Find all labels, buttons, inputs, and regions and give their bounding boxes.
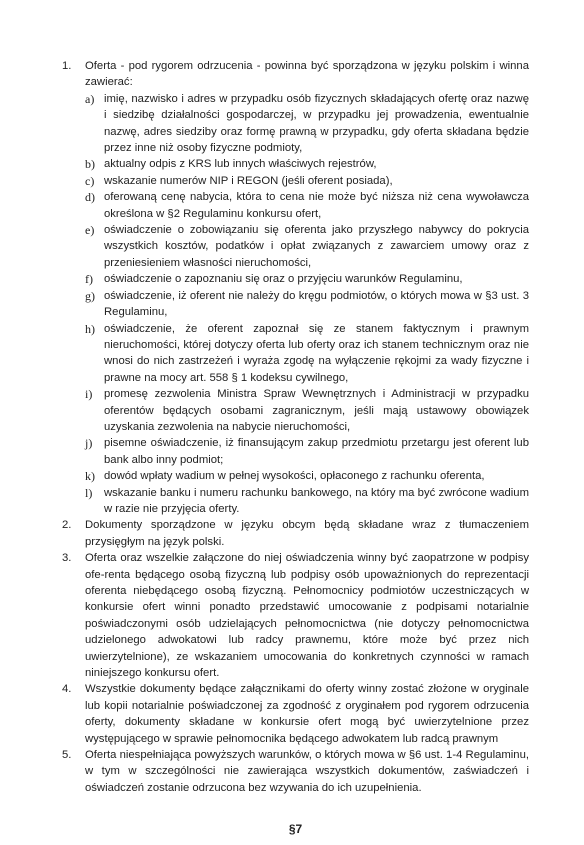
item-text: Oferta oraz wszelkie załączone do niej oświadczenia winny być zaopatrzone w podpisy ofe-renta będącego osobą fizyczną lub podpisy osób upoważnionych do reprezentacji oferenta niebędącego osobą fizyczną. Pełnomocnicy podmiotów uczestniczących w konkursie ofert winni ponadto przedstawić umocowanie z podpisami notarialnie poświadczonymi osób udzielających pełnomocnictwa (nie dotyczy pełnomocnictwa udzielonego adwokatowi lub radcy prawnemu, które może być przez nich uwierzytelnione), ze wskazaniem umocowania do konkretnych czynności w ramach niniejszego konkursu ofert. — [85, 552, 529, 680]
sub-item-letter: l) — [85, 485, 93, 500]
list-item-4 — [62, 681, 529, 747]
sub-item-g — [85, 288, 529, 321]
sub-item-text: wskazanie banku i numeru rachunku bankowego, na który ma być zwrócone wadium w razie nie przyjęcia oferty. — [104, 486, 529, 515]
sub-item-i — [85, 386, 529, 435]
sub-item-h — [85, 321, 529, 387]
sub-item-text: aktualny odpis z KRS lub innych właściwych rejestrów, — [104, 158, 377, 171]
sub-item-letter: a) — [85, 91, 95, 106]
sub-item-letter: e) — [85, 223, 95, 238]
sub-item-d — [85, 189, 529, 222]
sub-item-text: oświadczenie, że oferent zapoznał się ze stanem faktycznym i prawnym nieruchomości, której dotyczy oferta lub oferty oraz ich stanem technicznym oraz nie wnosi do nich zastrzeżeń i wyraża zgodę na wyłączenie rękojmi za wady fizyczne i prawne na mocy art. 558 § 1 kodeksu cywilnego, — [104, 322, 529, 384]
list-item-2 — [62, 517, 529, 550]
sub-item-text: imię, nazwisko i adres w przypadku osób fizycznych składających ofertę oraz nazwę i siedzibę działalności gospodarczej, w przypadku jej prowadzenia, ewentualnie nazwę, adres siedziby oraz formę prawną w przypadku, gdy oferta składana będzie przez inne niż osoby fizyczne podmioty, — [104, 92, 529, 155]
item-number: 3. — [62, 552, 72, 565]
sub-item-letter: d) — [85, 190, 95, 205]
sub-item-c — [85, 173, 529, 189]
sub-item-j — [85, 435, 529, 468]
sub-item-f — [85, 271, 529, 287]
item-text: Oferta niespełniająca powyższych warunków, o których mowa w §6 ust. 1-4 Regulaminu, w tym w szczególności nie zawierająca wszystkich dokumentów, zaświadczeń i oświadczeń zostanie odrzucona bez wzywania do ich uzupełnienia. — [85, 749, 529, 794]
sub-item-text: dowód wpłaty wadium w pełnej wysokości, opłaconego z rachunku oferenta, — [104, 470, 485, 483]
sub-item-letter: h) — [85, 321, 95, 336]
item-number: 1. — [62, 60, 72, 72]
sub-item-letter: b) — [85, 157, 95, 172]
sub-item-text: wskazanie numerów NIP i REGON (jeśli oferent posiada), — [104, 174, 393, 187]
item-number: 5. — [62, 749, 72, 762]
list-item-3 — [62, 550, 529, 681]
sub-item-letter: f) — [85, 272, 93, 287]
sub-item-letter: g) — [85, 288, 95, 303]
sub-item-text: promesę zezwolenia Ministra Spraw Wewnętrznych i Administracji w przypadku oferentów będących osobami zagranicznym, jeśli mają ustawowy obowiązek uzyskania zezwolenia na nabycie nieruchomości, — [104, 388, 529, 433]
sub-item-text: oświadczenie o zobowiązaniu się oferenta jako przyszłego nabywcy do pokrycia wszystkich kosztów, podatków i opłat związanych z zawarciem umowy oraz z przeniesieniem własności nieruchomości, — [104, 224, 529, 269]
sub-item-letter: k) — [85, 469, 95, 484]
sub-item-e — [85, 222, 529, 271]
sub-item-b — [85, 156, 529, 172]
sub-item-text: oświadczenie, iż oferent nie należy do kręgu podmiotów, o których mowa w §3 ust. 3 Regulaminu, — [104, 289, 529, 319]
sub-item-letter: c) — [85, 173, 95, 188]
item-text: Dokumenty sporządzone w języku obcym będą składane wraz z tłumaczeniem przysięgłym na język polski. — [85, 519, 529, 548]
item-number: 4. — [62, 683, 72, 696]
section-heading: §7 — [288, 822, 303, 837]
sub-item-text: oferowaną cenę nabycia, która to cena nie może być niższa niż cena wywoławcza określona w §2 Regulaminu konkursu ofert, — [104, 191, 529, 220]
sub-item-letter: i) — [85, 387, 93, 402]
sub-item-l — [85, 485, 529, 518]
list-item-1 — [62, 58, 529, 91]
sub-item-letter: j) — [85, 436, 93, 451]
sub-item-text: oświadczenie o zapoznaniu się oraz o przyjęciu warunków Regulaminu, — [104, 273, 463, 286]
sub-item-k — [85, 468, 529, 484]
item-text: Oferta - pod rygorem odrzucenia - powinna być sporządzona w języku polskim i winna zawierać: — [85, 60, 529, 89]
item-text: Wszystkie dokumenty będące załącznikami do oferty winny zostać złożone w oryginale lub kopii notarialnie poświadczonej za zgodność z oryginałem pod rygorem odrzucenia oferty, dokumenty składane w konkursie ofert mogą być uwierzytelnione przez występującego w sprawie pełnomocnika będącego adwokatem lub radcą prawnym — [85, 683, 529, 745]
item-number: 2. — [62, 519, 72, 532]
list-item-5 — [62, 747, 529, 796]
sub-item-text: pisemne oświadczenie, iż finansującym zakup przedmiotu przetargu jest oferent lub bank albo inny podmiot; — [104, 437, 529, 466]
sub-item-a — [85, 91, 529, 157]
